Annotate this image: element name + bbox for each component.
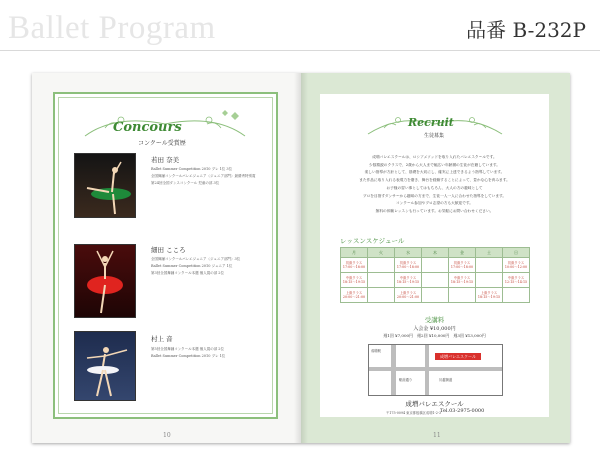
schedule-cell xyxy=(476,273,503,288)
product-code: 品番 B-232P xyxy=(466,18,586,42)
schedule-cell xyxy=(422,273,449,288)
schedule-cell xyxy=(368,258,395,273)
schedule-table xyxy=(340,247,530,303)
dancer-name-3: 村上 音 xyxy=(151,335,173,343)
schedule-cell: 初級クラス 17:00〜18:00 xyxy=(341,258,368,273)
left-page-frame xyxy=(53,92,278,419)
schedule-row xyxy=(341,288,530,303)
map-street-label-2: 川越街道 xyxy=(439,378,453,382)
access-map xyxy=(368,344,503,396)
schedule-cell: 中級クラス 18:15〜19:15 xyxy=(341,273,368,288)
dancer-photo-2 xyxy=(74,244,136,318)
intro-line-7: コンクール参加やプロ志望の方も大歓迎です。 xyxy=(396,201,473,206)
page-title-concours: Concours xyxy=(113,120,182,135)
dancer-photo-1 xyxy=(74,153,136,218)
left-page xyxy=(32,73,301,443)
intro-line-2: 少数精鋭のクラスで、2歳から大人まで幅広い年齢層の生徒が在籍しています。 xyxy=(369,162,500,167)
dancer-name-2: 細田 こころ xyxy=(151,246,186,254)
schedule-cell: 中級クラス 12:15〜14:15 xyxy=(503,273,530,288)
map-street-label-1: 駅前通り xyxy=(399,378,413,382)
dancer-award-1-2: 全国舞踊コンクールバレエジュニア（ジュニア部門）最優秀特別賞 xyxy=(151,174,256,178)
schedule-cell xyxy=(503,288,530,303)
schedule-cell xyxy=(449,288,476,303)
day-mon: 月 xyxy=(341,248,368,258)
dancer-silhouette-3 xyxy=(75,332,135,400)
intro-line-3: 楽しい指導が方針として、基礎を大切にし、確実に上達できるよう指導しています。 xyxy=(364,170,505,175)
dancer-silhouette-2 xyxy=(75,245,135,317)
schedule-cell: 初級クラス 17:00〜18:00 xyxy=(449,258,476,273)
schedule-cell: 中級クラス 18:15〜19:15 xyxy=(395,273,422,288)
schedule-title: レッスンスケジュール xyxy=(340,237,405,245)
header-divider xyxy=(0,50,600,51)
fee-monthly: 週1回 ¥7,000円 週2回 ¥10,000円 週3回 ¥13,000円 xyxy=(383,333,486,338)
schedule-row xyxy=(341,258,530,273)
dancer-award-2-1: 全国舞踊コンクールバレエジュニア（ジュニア部門）3位 xyxy=(151,257,241,261)
right-page xyxy=(301,73,570,443)
brochure-spread xyxy=(32,73,570,443)
schedule-cell: 中級クラス 18:15〜19:15 xyxy=(449,273,476,288)
fee-entrance: 入会金 ¥10,000円 xyxy=(413,326,456,332)
schedule-cell: 上級クラス 20:00〜21:00 xyxy=(395,288,422,303)
day-tue: 火 xyxy=(368,248,395,258)
day-sat: 土 xyxy=(476,248,503,258)
day-sun: 日 xyxy=(503,248,530,258)
watermark-title: Ballet Program xyxy=(8,10,216,46)
schedule-cell: 上級クラス 18:15〜19:15 xyxy=(476,288,503,303)
page-subtitle-concours: コンクール受賞歴 xyxy=(138,140,186,147)
intro-line-8: 無料の体験レッスンも行っています。お気軽にお問い合わせください。 xyxy=(375,208,494,213)
map-station-label: 成増駅 xyxy=(371,349,381,353)
page-number-right: 11 xyxy=(433,432,441,439)
intro-paragraph xyxy=(324,154,545,216)
schedule-cell: 初級クラス 17:00〜18:00 xyxy=(395,258,422,273)
school-name: 成増バレエスクール xyxy=(405,400,464,408)
schedule-header-row xyxy=(341,248,530,258)
intro-line-4: また作品に取り入れる表現力を磨き、舞台を経験することによって、豊かな心を育みます。 xyxy=(359,178,510,183)
page-number-left: 10 xyxy=(163,432,171,439)
school-address: 〒175-0094 東京都板橋区成増1-2-3 xyxy=(386,411,442,415)
dancer-photo-3 xyxy=(74,331,136,401)
right-page-panel xyxy=(320,94,549,417)
schedule-cell xyxy=(476,258,503,273)
dancer-name-1: 若田 奈美 xyxy=(151,156,180,164)
day-fri: 金 xyxy=(449,248,476,258)
schedule-cell xyxy=(368,273,395,288)
dancer-award-1-3: 第24回全国ダンスコンクール 児童の部 3位 xyxy=(151,181,220,185)
school-tel: Tel.03-2975-0000 xyxy=(440,408,485,414)
schedule-cell: 上級クラス 20:00〜21:00 xyxy=(341,288,368,303)
page-title-recruit: Recruit xyxy=(408,116,454,129)
dancer-silhouette-1 xyxy=(75,154,135,217)
map-road-horizontal xyxy=(369,367,502,371)
map-school-marker: 成増バレエスクール xyxy=(435,353,481,360)
dancer-award-3-1: 第5回全国舞踊コンクール本選 個人賞の部 2位 xyxy=(151,347,225,351)
schedule-cell xyxy=(422,258,449,273)
fees-title: 受講料 xyxy=(424,316,445,324)
dancer-award-1-1: Ballet Summer Competition 2010 プレ 1位 3位 xyxy=(151,167,233,171)
schedule-cell: 初級クラス 10:00〜12:00 xyxy=(503,258,530,273)
dancer-award-2-2: Ballet Summer Competition 2010 ジュニア 1位 xyxy=(151,264,233,268)
day-wed: 水 xyxy=(395,248,422,258)
schedule-cell xyxy=(368,288,395,303)
schedule-row xyxy=(341,273,530,288)
intro-line-1: 成増バレエスクールは、ロシアメソッドを取り入れたバレエスクールです。 xyxy=(372,155,497,159)
dancer-award-3-2: Ballet Summer Competition 2010 プレ 1位 xyxy=(151,354,226,358)
schedule-cell xyxy=(422,288,449,303)
page-subtitle-recruit: 生徒募集 xyxy=(424,133,445,139)
intro-line-5: お子様の習い事としてはもちろん、大人の方の趣味として xyxy=(386,185,483,190)
dancer-award-2-3: 第3回全国舞踊コンクール本選 個人賞の部 2位 xyxy=(151,271,225,275)
intro-line-6: プロを目指すダンサーから趣味の方まで、生徒一人一人に合わせた指導をしています。 xyxy=(362,193,507,198)
book-gutter xyxy=(294,73,308,443)
day-thu: 木 xyxy=(422,248,449,258)
